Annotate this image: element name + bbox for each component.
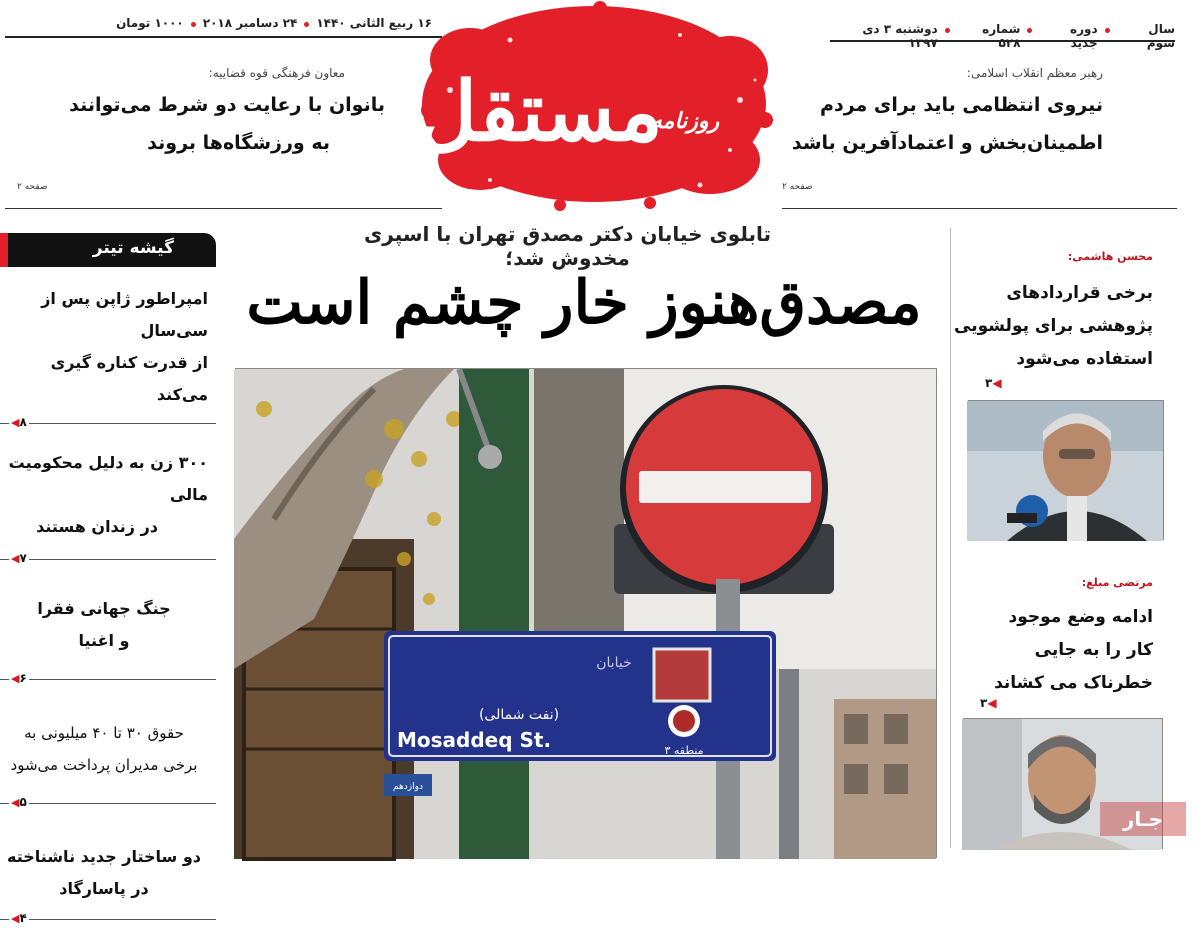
page-number: ۳ [980, 696, 988, 710]
right-story-1[interactable] [938, 250, 1153, 376]
divider [782, 208, 1177, 209]
column-title: گیشه تیتر [92, 238, 174, 258]
page-number: ۷ [19, 551, 27, 565]
price: ۱۰۰۰ تومان [116, 16, 184, 30]
column-header [0, 233, 216, 267]
teaser-left [55, 66, 385, 162]
page-marker: ◀۶ [0, 679, 216, 697]
item-line: از قدرت کناره گیری می‌کند [50, 353, 208, 404]
story-line: استفاده می‌شود [1016, 349, 1153, 369]
teaser-right-footer [782, 182, 1177, 209]
issue-date: دوشنبه ۳ دی ۱۳۹۷ [862, 22, 938, 50]
logo-title: مستقل [417, 64, 663, 160]
teaser-headline-line: نیروی انتظامی باید برای مردم [820, 94, 1103, 116]
separator-dot [1027, 28, 1032, 33]
item-line: جنگ جهانی فقرا [37, 599, 171, 618]
accent-bar [0, 233, 8, 267]
sign-subtitle: (نفت شمالی) [478, 707, 560, 723]
page-reference: صفحه ۲ [782, 182, 813, 192]
separator-dot [945, 28, 950, 33]
page-marker: ◀۸ [0, 423, 216, 441]
issue-period: دوره جدید [1070, 22, 1098, 50]
sign-english-name: Mosaddeq St. [396, 728, 552, 752]
list-item[interactable] [0, 717, 216, 781]
page-number: ۵ [19, 795, 27, 809]
story-line: کار را به جایی [1034, 640, 1153, 660]
item-line: در زندان هستند [36, 517, 158, 536]
page-marker: ◀۴ [0, 919, 216, 937]
list-item[interactable] [0, 841, 216, 905]
list-item[interactable] [0, 447, 216, 543]
teaser-headline-line: بانوان با رعایت دو شرط می‌توانند [69, 94, 385, 116]
sign-street-label: خیابان [596, 655, 632, 671]
page-number: ۴ [19, 911, 27, 925]
teaser-kicker: رهبر معظم انقلاب اسلامی: [966, 66, 1103, 80]
separator-dot [304, 22, 309, 27]
item-line: امپراطور ژاپن پس از سی‌سال [41, 289, 208, 340]
story-line: پژوهشی برای پولشویی [954, 316, 1153, 336]
item-line: در پاسارگاد [59, 879, 149, 898]
issue-year: سال سوم [1146, 22, 1175, 50]
logo-subtitle: روزنامه [650, 108, 720, 134]
list-item[interactable] [0, 283, 216, 411]
page-number: ۳ [985, 376, 993, 390]
gregorian-date: ۲۴ دسامبر ۲۰۱۸ [202, 16, 298, 30]
issue-info-bar [830, 18, 1175, 50]
story-kicker: محسن هاشمی: [1067, 250, 1153, 263]
divider [5, 208, 442, 209]
item-line: برخی مدیران پرداخت می‌شود [10, 756, 198, 774]
story-line: برخی قراردادهای [1006, 283, 1153, 303]
sign-district: منطقه ۳ [664, 744, 704, 757]
page-marker: ◀۵ [0, 803, 216, 821]
list-item[interactable] [0, 593, 216, 657]
item-line: دو ساختار جدید ناشناخته [7, 847, 201, 866]
lead-photo [235, 368, 937, 858]
teaser-headline-line: به ورزشگاه‌ها بروند [147, 132, 330, 154]
watermark-logo: جـار [1100, 802, 1186, 836]
teaser-headline-line: اطمینان‌بخش و اعتمادآفرین باشد [791, 132, 1103, 154]
small-sign-label: دوازدهم [393, 782, 423, 792]
item-line: ۳۰۰ زن به دلیل محکومیت مالی [8, 453, 208, 504]
page-reference: صفحه ۲ [17, 182, 48, 192]
teaser-right [773, 66, 1103, 162]
story-kicker: مرتضی مبلغ: [1081, 576, 1153, 589]
page-marker: ۳◀ [985, 376, 1002, 390]
issue-number: شماره ۵۲۸ [982, 22, 1021, 50]
teaser-kicker: معاون فرهنگی قوه قضاییه: [208, 66, 345, 80]
page-marker: ◀۷ [0, 559, 216, 577]
page-number: ۶ [19, 671, 27, 685]
story-line: خطرناک می کشاند [994, 673, 1153, 693]
lead-kicker: تابلوی خیابان دکتر مصدق تهران با اسپری مخدوش شد؛ [363, 222, 772, 270]
item-line: حقوق ۳۰ تا ۴۰ میلیونی به [24, 724, 184, 742]
teaser-left-footer [5, 182, 442, 209]
lead-headline: مصدق‌هنوز خار چشم است [246, 268, 922, 338]
portrait-photo-hashemi [968, 400, 1164, 540]
story-line: ادامه وضع موجود [1008, 607, 1153, 627]
right-story-2[interactable] [938, 576, 1153, 700]
item-line: و اغنیا [78, 631, 130, 650]
logo-seal [410, 0, 778, 212]
page-marker: ۳◀ [980, 696, 997, 710]
street-sign-photo [234, 369, 936, 859]
page-number: ۸ [19, 415, 27, 429]
date-price-bar [5, 12, 442, 38]
hijri-date: ۱۶ ربیع الثانی ۱۴۴۰ [316, 16, 432, 30]
headline-kiosk-column [0, 233, 216, 937]
newspaper-logo [410, 0, 778, 212]
separator-dot [191, 22, 196, 27]
separator-dot [1105, 28, 1110, 33]
